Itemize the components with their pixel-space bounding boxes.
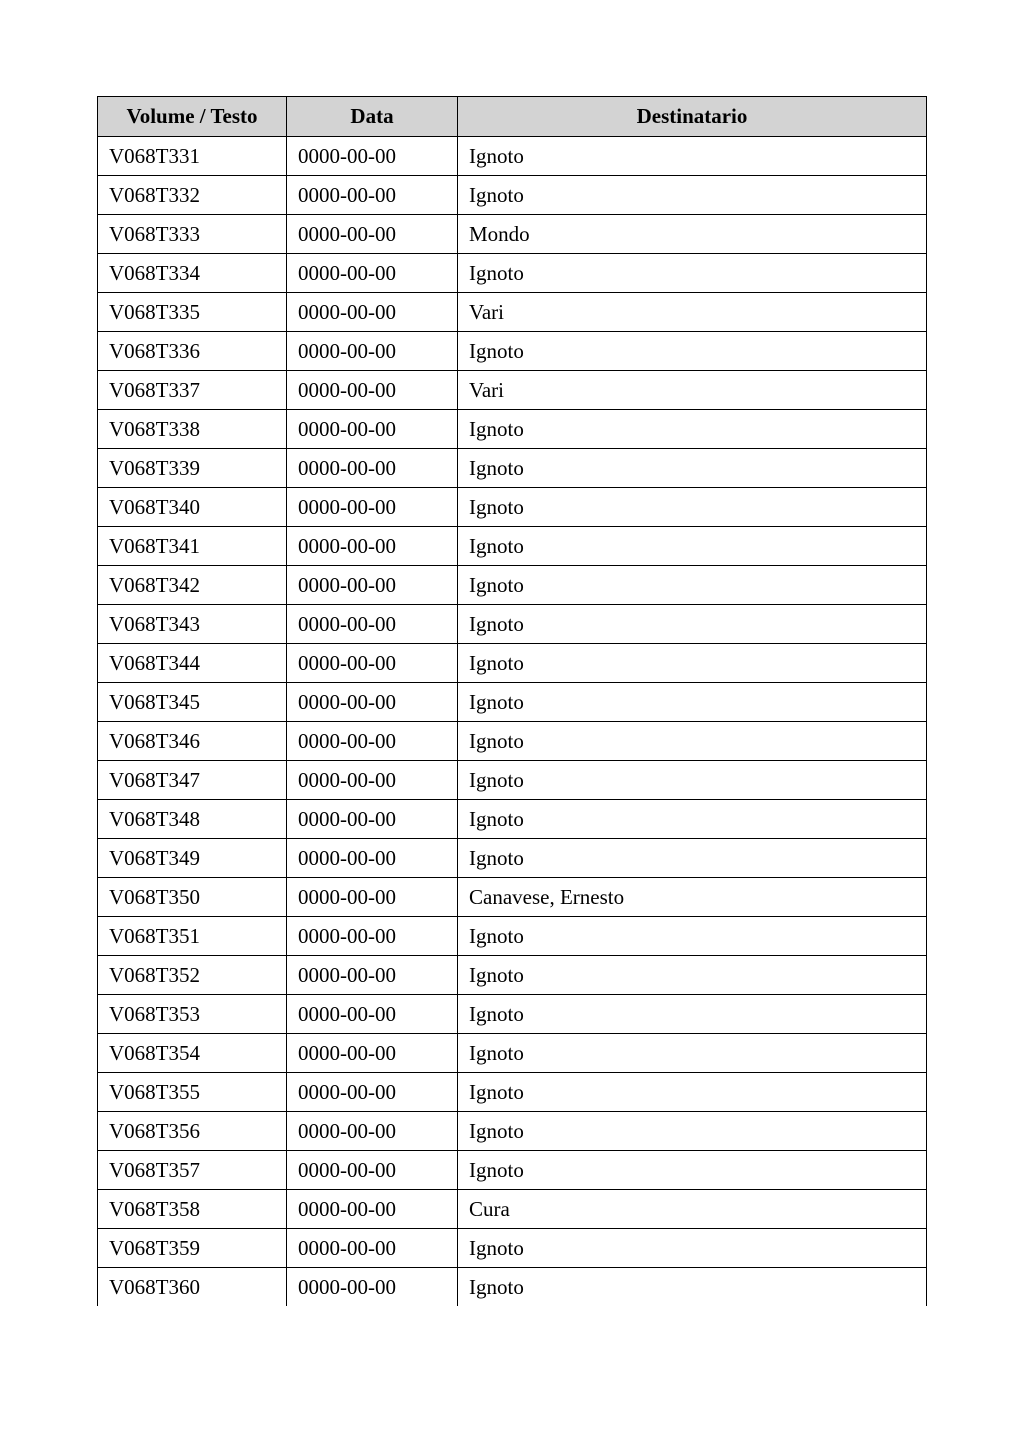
cell-destinatario: Ignoto (458, 566, 927, 605)
table-row (98, 254, 927, 293)
cell-destinatario: Ignoto (458, 956, 927, 995)
volumes-table (97, 96, 927, 1306)
table-header-row (98, 97, 927, 137)
cell-data: 0000-00-00 (287, 371, 458, 410)
cell-volume: V068T353 (98, 995, 287, 1034)
cell-volume: V068T358 (98, 1190, 287, 1229)
cell-data: 0000-00-00 (287, 1073, 458, 1112)
cell-destinatario: Ignoto (458, 1073, 927, 1112)
cell-data: 0000-00-00 (287, 1190, 458, 1229)
cell-destinatario: Vari (458, 371, 927, 410)
cell-data: 0000-00-00 (287, 176, 458, 215)
cell-destinatario: Canavese, Ernesto (458, 878, 927, 917)
table-row (98, 800, 927, 839)
table-row (98, 722, 927, 761)
cell-volume: V068T360 (98, 1268, 287, 1307)
table-row (98, 371, 927, 410)
cell-volume: V068T346 (98, 722, 287, 761)
cell-destinatario: Ignoto (458, 1112, 927, 1151)
table-row (98, 215, 927, 254)
table-row (98, 761, 927, 800)
table-row (98, 1229, 927, 1268)
cell-data: 0000-00-00 (287, 215, 458, 254)
cell-data: 0000-00-00 (287, 605, 458, 644)
cell-destinatario: Ignoto (458, 527, 927, 566)
cell-volume: V068T351 (98, 917, 287, 956)
cell-destinatario: Ignoto (458, 1229, 927, 1268)
cell-data: 0000-00-00 (287, 839, 458, 878)
cell-data: 0000-00-00 (287, 254, 458, 293)
cell-destinatario: Ignoto (458, 449, 927, 488)
column-header-data: Data (287, 97, 458, 137)
table-row (98, 1034, 927, 1073)
table-row (98, 956, 927, 995)
table-row (98, 1073, 927, 1112)
cell-volume: V068T338 (98, 410, 287, 449)
cell-data: 0000-00-00 (287, 956, 458, 995)
cell-destinatario: Vari (458, 293, 927, 332)
cell-data: 0000-00-00 (287, 566, 458, 605)
table-row (98, 605, 927, 644)
table-row (98, 176, 927, 215)
cell-volume: V068T352 (98, 956, 287, 995)
table-row (98, 995, 927, 1034)
table-row (98, 1151, 927, 1190)
cell-destinatario: Ignoto (458, 761, 927, 800)
table-row (98, 293, 927, 332)
table-row (98, 527, 927, 566)
cell-destinatario: Ignoto (458, 995, 927, 1034)
table-row (98, 410, 927, 449)
cell-data: 0000-00-00 (287, 449, 458, 488)
cell-destinatario: Ignoto (458, 332, 927, 371)
cell-volume: V068T342 (98, 566, 287, 605)
column-header-volume-testo: Volume / Testo (98, 97, 287, 137)
cell-destinatario: Ignoto (458, 410, 927, 449)
table-row (98, 488, 927, 527)
cell-data: 0000-00-00 (287, 527, 458, 566)
cell-data: 0000-00-00 (287, 800, 458, 839)
cell-volume: V068T331 (98, 137, 287, 176)
cell-volume: V068T337 (98, 371, 287, 410)
cell-destinatario: Ignoto (458, 605, 927, 644)
cell-volume: V068T333 (98, 215, 287, 254)
cell-data: 0000-00-00 (287, 878, 458, 917)
cell-volume: V068T341 (98, 527, 287, 566)
cell-volume: V068T340 (98, 488, 287, 527)
cell-volume: V068T356 (98, 1112, 287, 1151)
cell-destinatario: Ignoto (458, 488, 927, 527)
cell-volume: V068T335 (98, 293, 287, 332)
cell-volume: V068T334 (98, 254, 287, 293)
table-body (98, 137, 927, 1307)
cell-destinatario: Cura (458, 1190, 927, 1229)
cell-data: 0000-00-00 (287, 1112, 458, 1151)
cell-data: 0000-00-00 (287, 293, 458, 332)
cell-volume: V068T355 (98, 1073, 287, 1112)
table-row (98, 644, 927, 683)
cell-data: 0000-00-00 (287, 761, 458, 800)
cell-volume: V068T359 (98, 1229, 287, 1268)
cell-destinatario: Ignoto (458, 176, 927, 215)
cell-destinatario: Ignoto (458, 644, 927, 683)
cell-destinatario: Mondo (458, 215, 927, 254)
table-header (98, 97, 927, 137)
cell-data: 0000-00-00 (287, 1151, 458, 1190)
cell-volume: V068T336 (98, 332, 287, 371)
table-row (98, 449, 927, 488)
cell-destinatario: Ignoto (458, 839, 927, 878)
table-row (98, 566, 927, 605)
cell-volume: V068T347 (98, 761, 287, 800)
table-row (98, 1112, 927, 1151)
table-row (98, 1190, 927, 1229)
table-row (98, 878, 927, 917)
cell-destinatario: Ignoto (458, 917, 927, 956)
cell-destinatario: Ignoto (458, 722, 927, 761)
cell-destinatario: Ignoto (458, 1268, 927, 1307)
cell-destinatario: Ignoto (458, 137, 927, 176)
table-row (98, 1268, 927, 1307)
cell-destinatario: Ignoto (458, 254, 927, 293)
cell-volume: V068T339 (98, 449, 287, 488)
cell-volume: V068T343 (98, 605, 287, 644)
table-row (98, 332, 927, 371)
cell-data: 0000-00-00 (287, 488, 458, 527)
cell-data: 0000-00-00 (287, 683, 458, 722)
table-row (98, 683, 927, 722)
table-row (98, 137, 927, 176)
cell-volume: V068T349 (98, 839, 287, 878)
cell-volume: V068T354 (98, 1034, 287, 1073)
cell-data: 0000-00-00 (287, 1229, 458, 1268)
cell-data: 0000-00-00 (287, 410, 458, 449)
cell-volume: V068T332 (98, 176, 287, 215)
cell-data: 0000-00-00 (287, 332, 458, 371)
cell-data: 0000-00-00 (287, 137, 458, 176)
column-header-destinatario: Destinatario (458, 97, 927, 137)
cell-volume: V068T357 (98, 1151, 287, 1190)
table-row (98, 917, 927, 956)
cell-data: 0000-00-00 (287, 995, 458, 1034)
cell-volume: V068T345 (98, 683, 287, 722)
cell-volume: V068T344 (98, 644, 287, 683)
cell-destinatario: Ignoto (458, 1151, 927, 1190)
cell-destinatario: Ignoto (458, 1034, 927, 1073)
cell-destinatario: Ignoto (458, 800, 927, 839)
cell-data: 0000-00-00 (287, 1268, 458, 1307)
table-row (98, 839, 927, 878)
cell-volume: V068T348 (98, 800, 287, 839)
cell-data: 0000-00-00 (287, 644, 458, 683)
cell-destinatario: Ignoto (458, 683, 927, 722)
cell-data: 0000-00-00 (287, 722, 458, 761)
cell-volume: V068T350 (98, 878, 287, 917)
cell-data: 0000-00-00 (287, 1034, 458, 1073)
cell-data: 0000-00-00 (287, 917, 458, 956)
